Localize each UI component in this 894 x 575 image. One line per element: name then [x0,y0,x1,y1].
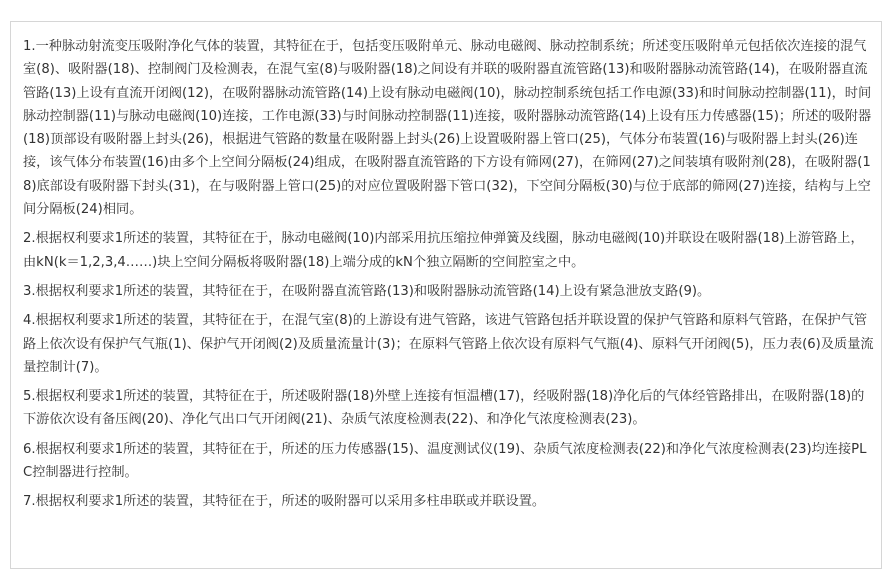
claim-3: 3.根据权利要求1所述的装置，其特征在于，在吸附器直流管路(13)和吸附器脉动流管路(14)上设有紧急泄放支路(9)。 [23,283,711,299]
claim-2: 2.根据权利要求1所述的装置，其特征在于，脉动电磁阀(10)内部采用抗压缩拉伸弹簧及线圈，脉动电磁阀(10)并联设在吸附器(18)上游管路上，由kN(k＝1,2,3,4……)块上空间分隔板将吸附器(18)上端分成的kN个独立隔断的空间腔室之中。 [23,231,864,270]
claim-1: 1.一种脉动射流变压吸附净化气体的装置，其特征在于，包括变压吸附单元、脉动电磁阀、脉动控制系统；所述变压吸附单元包括依次连接的混气室(8)、吸附器(18)、控制阀门及检测表，在混气室(8)与吸附器(18)之间设有并联的吸附器直流管路(13)和吸附器脉动流管路(14)，在吸附器直流管路(13)上设有直流开闭阀(12)，在吸附器脉动流管路(14)上设有脉动电磁阀(10)，脉动控制系统包括工作电源(33)和时间脉动控制器(11)，时间脉动控制器(11)与脉动电磁阀(10)连接，工作电源(33)与时间脉动控制器(11)连接，吸附器脉动流管路(14)上设有压力传感器(15)；所述的吸附器(18)顶部设有吸附器上封头(26)，根据进气管路的数量在吸附器上封头(26)上设置吸附器上管口(25)，气体分布装置(16)与吸附器上封头(26)连接，该气体分布装置(16)由多个上空间分隔板(24)组成，在吸附器直流管路的下方设有筛网(27)，在筛网(27)之间装填有吸附剂(28)，在吸附器(18)底部设有吸附器下封头(31)，在与吸附器上管口(25)的对应位置吸附器下管口(32)，下空间分隔板(30)与位于底部的筛网(27)连接，结构与上空间分隔板(24)相同。 [23,39,872,218]
claim-4: 4.根据权利要求1所述的装置，其特征在于，在混气室(8)的上游设有进气管路，该进气管路包括并联设置的保护气管路和原料气管路，在保护气管路上依次设有保护气气瓶(1)、保护气开闭阀(2)及质量流量计(3)；在原料气管路上依次设有原料气气瓶(4)、原料气开闭阀(5)，压力表(6)及质量流量控制计(7)。 [23,313,874,375]
claim-7: 7.根据权利要求1所述的装置，其特征在于，所述的吸附器可以采用多柱串联或并联设置。 [23,494,546,510]
claim-6: 6.根据权利要求1所述的装置，其特征在于，所述的压力传感器(15)、温度测试仪(19)、杂质气浓度检测表(22)和净化气浓度检测表(23)均连接PLC控制器进行控制。 [23,441,867,481]
claims-panel [10,21,882,569]
claim-5: 5.根据权利要求1所述的装置，其特征在于，所述吸附器(18)外壁上连接有恒温槽(17)，经吸附器(18)净化后的气体经管路排出，在吸附器(18)的下游依次设有备压阀(20)、净化气出口气开闭阀(21)、杂质气浓度检测表(22)、和净化气浓度检测表(23)。 [23,389,865,428]
claims-list [23,35,875,520]
